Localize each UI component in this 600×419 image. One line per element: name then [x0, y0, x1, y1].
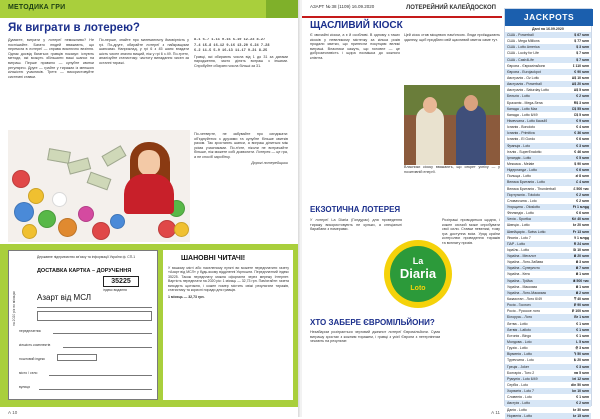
section-label: МЕТОДИКА ГРИ: [8, 4, 66, 11]
jackpot-amount: ₴ 3 млн: [575, 260, 589, 265]
logo-word: La: [412, 256, 424, 266]
jackpot-amount: kr 20 млн: [572, 223, 589, 228]
jackpot-amount: ₺ 20 млн: [574, 358, 589, 363]
jackpot-lottery: Італія - SuperEnalotto: [507, 149, 542, 154]
jackpot-amount: € 5 млн: [576, 155, 589, 160]
article-column-2: По-перше, знайте про математичну ймовірність у грі. По-друге, обирайте лотереї з найкращими шансами. Наприклад, у грі 6 з 45 шанс вгадати шість чисел значно вищий, ніж у грі 6 з 49. По-третє, аналізуйте статистику: частоту випадання чисел за останні тиражі.: [99, 38, 189, 65]
notice-text: У вашому місті або населеному пункті ви можете передплатити газету «Азарт від МСЛ» у будь-якому відділенні Укрпошти. Передплатний індекс 35225. Також передплату можна оформити через мережу Інтернет. Вартість передплати на 2020 рік: 1 місяць — 32,73 грн. Пам'ятайте: газета виходить щотижня, і кожен номер містить свіжі результати тиражів, статистику та корисні поради для гравців. 1 місяць — 32,73 грн.: [168, 266, 289, 300]
jackpot-lottery: Росія - Русское лото: [507, 309, 541, 314]
form-field-label: кількість комплектів: [19, 343, 51, 347]
left-page: [0, 0, 300, 417]
form-title: ДОСТАВКА КАРТКА – ДОРУЧЕННЯ: [37, 268, 132, 274]
jackpot-amount: € 2 млн: [576, 198, 589, 203]
jackpot-amount: Br 1 млн: [574, 315, 589, 320]
jackpot-amount: € 2 млн: [576, 94, 589, 99]
jackpot-amount: Fr 13 млн: [572, 229, 589, 234]
jackpot-amount: ₪ 10 млн: [573, 247, 589, 252]
jackpot-lottery: Греція - Joker: [507, 364, 529, 369]
jackpot-lottery: Іспанія - Primitiva: [507, 131, 535, 136]
jackpot-lottery: Німеччина - Lotto 6aus49: [507, 118, 548, 123]
jackpot-amount: € 110 млн: [572, 63, 589, 68]
jackpot-amount: € 2 млн: [576, 401, 589, 406]
jackpot-lottery: Росія - Гослото: [507, 303, 532, 308]
jackpot-amount: € 6 млн: [576, 168, 589, 173]
logo-word: Diaria: [399, 266, 437, 281]
jackpot-amount: € 46 млн: [574, 149, 589, 154]
article-column-3: 8-1 6-7 1-11 0-15 5-19 12-23 8-27 7-4 15-8 16-12 9-16 13-20 6-24 7-28 6-2 11-5 5-9 16-13 11-17 9-21 8-25 Гравці, які обирають числа від 1 до 31 за датами народження, часто ділять виграш з іншими. Спробуйте обирати числа більші за 31.: [194, 38, 288, 68]
subscription-form: [8, 250, 158, 400]
jackpot-lottery: Європа - Eurojackpot: [507, 69, 541, 74]
jackpot-amount: $ 90 млн: [574, 161, 589, 166]
jackpot-lottery: Туреччина - Loto: [507, 358, 534, 363]
jackpot-amount: € 9 млн: [576, 118, 589, 123]
jackpot-amount: лв 5 млн: [573, 370, 589, 375]
jackpot-amount: $ 3 млн: [576, 45, 589, 50]
jackpot-lottery: США - Mega Millions: [507, 39, 540, 44]
jackpot-amount: € 6 млн: [576, 211, 589, 216]
jackpot-amount: ¥ 1 млрд: [574, 235, 589, 240]
jackpot-amount: L 5 млн: [576, 340, 589, 345]
jackpot-amount: £ 500 тис: [573, 186, 589, 191]
jackpot-amount: € 1 млн: [576, 327, 589, 332]
jackpot-lottery: Латвія - Latloto: [507, 327, 531, 332]
jackpot-lottery: Білорусь - Лото: [507, 315, 533, 320]
jackpot-lottery: Словаччина - Loto: [507, 198, 537, 203]
jackpot-lottery: Болгарія - Тото 2: [507, 370, 535, 375]
form-field-label: вулиця: [19, 385, 30, 389]
jackpot-lottery: США - Lotto America: [507, 45, 540, 50]
jackpots-date: Дані на 16.09.2020: [532, 27, 564, 31]
jackpot-lottery: Україна - Кено: [507, 272, 531, 277]
jackpot-lottery: Фінляндія - Lotto: [507, 211, 534, 216]
jackpot-lottery: Хорватія - Loto 7: [507, 389, 534, 394]
article-column-1: Думаєте, виграти у лотереї неможливо? Не поспішайте. Багато людей вважають, що перемога в лотереї — справа виключно везіння. Однак досвід багатьох гравців показує: існують методи, які можуть збільшити ваші шанси на виграш. Перше правило — купуйте квитки регулярно. Друге — грайте у тиражах із меншою кількістю учасників. Третє — використовуйте системні ставки.: [8, 38, 94, 79]
jackpots-title: JACKPOTS: [505, 9, 593, 26]
number-stats-line: 6-2 11-5 5-9 16-13 11-17 9-21 8-25: [194, 49, 268, 54]
jackpot-lottery: Сербія - Loto: [507, 383, 529, 388]
jackpot-amount: $ 7 млн: [576, 51, 589, 56]
article-author: Дорогі лотерейщики: [251, 160, 288, 165]
jackpot-lottery: Україна - Трійка: [507, 278, 533, 283]
jackpot-amount: ₽ 100 млн: [572, 309, 589, 314]
jackpot-lottery: Іспанія - El Gordo: [507, 137, 536, 142]
number-stats-line: 7-4 15-8 16-12 9-16 13-20 6-24 7-28: [194, 43, 270, 48]
jackpot-lottery: Україна - Лото-Максима: [507, 290, 546, 295]
page-number: А 11: [491, 410, 500, 415]
jackpot-lottery: Литва - Lotto: [507, 321, 528, 326]
jackpot-lottery: Японія - Loto 7: [507, 235, 531, 240]
logo-word: Loto: [410, 285, 426, 292]
jackpots-table: [504, 8, 592, 418]
jackpot-lottery: Грузія - Lotto: [507, 346, 528, 351]
jackpot-amount: Kč 40 млн: [571, 217, 589, 222]
jackpot-lottery: Швейцарія - Swiss Lotto: [507, 229, 546, 234]
jackpot-amount: € 1 млн: [576, 333, 589, 338]
jackpot-lottery: Велика Британія - Thunderball: [507, 186, 556, 191]
jackpot-lottery: Словенія - Loto: [507, 395, 532, 400]
jackpot-amount: A$ 5 млн: [573, 88, 589, 93]
jackpot-lottery: Австралія - Saturday Lotto: [507, 88, 549, 93]
form-header: Державне підприємство зв'язку та інформації України ф. СП-1: [37, 255, 136, 259]
jackpot-amount: kn 10 млн: [572, 389, 589, 394]
jackpot-lottery: Канада - Lotto 6/49: [507, 112, 538, 117]
jackpot-amount: £ 4 млн: [576, 180, 589, 185]
jackpot-amount: € 90 млн: [574, 69, 589, 74]
jackpot-lottery: Португалія - Totoloto: [507, 192, 540, 197]
months-grid[interactable]: [37, 311, 152, 321]
issue-info: АЗАРТ № 38 (1109) 16.09.2020: [310, 4, 375, 9]
jackpot-amount: R 24 млн: [573, 241, 589, 246]
jackpot-lottery: Молдова - Loto: [507, 340, 532, 345]
jackpot-lottery: Ірландія - Lotto: [507, 155, 532, 160]
jackpot-lottery: Румунія - Loto 6/49: [507, 376, 538, 381]
jackpot-lottery: Казахстан - Лото 6/49: [507, 297, 542, 302]
left-page-header: [0, 0, 300, 18]
form-side-text: на 2020 рік по місяцях: [12, 291, 16, 327]
jackpot-amount: din 50 млн: [570, 383, 589, 388]
form-field-label: передплатник: [19, 329, 41, 333]
jackpot-amount: $ 77 млн: [574, 39, 589, 44]
jackpot-lottery: Україна - Мегалот: [507, 254, 537, 259]
jackpot-lottery: Мексика - Melate: [507, 161, 535, 166]
article-column-4: По-четверте, не забувайте про синдикати: об'єднуйтеся з друзями та купуйте більше квитків разом. Так зростають шанси, а виграш ділиться між усіма учасниками. По-п'яте, ніколи не витрачайте більше, ніж можете собі дозволити. Лотерея — це гра, а не спосіб заробітку. Дорогі лотерейщики: [194, 132, 288, 165]
jackpot-amount: A$ 20 млн: [571, 82, 589, 87]
jackpot-amount: ₽ 90 млн: [574, 303, 589, 308]
kiosk-owners-photo: [404, 85, 500, 165]
publication-code: 35225: [103, 276, 139, 287]
notice-title: ШАНОВНІ ЧИТАЧІ!: [181, 255, 246, 262]
jackpot-lottery: США - Powerball: [507, 33, 534, 37]
jackpot-amount: ₴ 500 тис: [573, 278, 589, 283]
jackpot-amount: ₴ 1 млн: [575, 284, 589, 289]
la-diaria-logo: [382, 238, 454, 310]
article-title: ХТО ЗАБЕРЕ ЄВРОМІЛЬЙОНИ?: [310, 318, 435, 327]
jackpot-amount: ₴ 2 млн: [575, 290, 589, 295]
jackpot-lottery: Норвегія - Lotto: [507, 413, 533, 418]
jackpot-lottery: Бельгія - Lotto: [507, 94, 530, 99]
jackpot-amount: ₴ 1 млн: [575, 272, 589, 277]
form-field-label: місто / село: [19, 371, 38, 375]
jackpot-amount: zł 8 млн: [575, 174, 589, 179]
jackpot-amount: R$ 3 млн: [573, 100, 589, 105]
jackpot-amount: ₴ 20 млн: [573, 254, 589, 259]
jackpot-lottery: Австралія - Powerball: [507, 82, 542, 87]
jackpot-lottery: Європа - Євромільйони: [507, 63, 546, 68]
jackpot-amount: € 4 млн: [576, 125, 589, 130]
jackpot-amount: Ft 1 млрд: [572, 204, 589, 209]
jackpot-amount: € 1 млн: [576, 395, 589, 400]
subscription-price: 1 місяць — 32,73 грн.: [168, 295, 205, 300]
jackpot-lottery: Україна - Суперлото: [507, 266, 540, 271]
section-label: ЛОТЕРЕЙНИЙ КАЛЕЙДОСКОП: [406, 5, 496, 11]
jackpot-amount: ₸ 40 млн: [574, 297, 589, 302]
form-field-label: поштовий індекс: [19, 357, 46, 361]
jackpot-amount: kr 30 млн: [572, 407, 589, 412]
jackpots-rows: [505, 32, 591, 419]
jackpot-lottery: США - Cash4Life: [507, 57, 534, 62]
page-number: А 10: [8, 410, 18, 415]
jackpot-lottery: Франція - Loto: [507, 143, 531, 148]
jackpot-lottery: Україна - Максима: [507, 284, 537, 289]
lottery-photo: [8, 130, 190, 242]
jackpot-lottery: Ізраїль - Lotto: [507, 247, 530, 252]
jackpot-lottery: Чехія - Sportka: [507, 217, 531, 222]
article-title: ЩАСЛИВИЙ КІОСК: [310, 20, 403, 31]
jackpot-lottery: Велика Британія - Lotto: [507, 180, 545, 185]
article-column: У лотереї La Diaria (Гондурас) для проведення тиражу використовують не кульки, а спеціальні барабани з номерами.: [310, 218, 402, 232]
jackpot-lottery: Бразилія - Mega-Sena: [507, 100, 543, 105]
jackpot-lottery: Естонія - Bingo: [507, 333, 532, 338]
article-column: Цей кіоск став місцевою пам'яткою. Люди приїжджають здалеку, щоб придбати свій щасливий квиток саме тут.: [404, 33, 500, 42]
jackpot-row: [505, 413, 591, 419]
jackpot-lottery: Швеція - Lotto: [507, 223, 530, 228]
jackpot-lottery: Австрія - Lotto: [507, 401, 531, 406]
header-accent: [266, 0, 300, 18]
article-column: Розіграші проводяться щодня, і кожен охочий може спробувати свої сили. Ставки невеликі, тому гра доступна всім. Уряд країни контролює проведення тиражів та виплату призів.: [442, 218, 500, 245]
jackpot-lottery: Австралія - Oz Lotto: [507, 75, 540, 80]
jackpot-amount: € 3 млн: [576, 143, 589, 148]
jackpot-amount: lei 12 млн: [572, 376, 589, 381]
code-label: індекс видання: [103, 288, 127, 292]
jackpot-amount: C$ 5 млн: [573, 112, 589, 117]
article-title: Як виграти в лотерею?: [8, 22, 140, 34]
jackpot-lottery: Україна - Лото-Забава: [507, 260, 543, 265]
jackpot-amount: € 2 млн: [576, 192, 589, 197]
jackpot-amount: ₴ 7 млн: [575, 266, 589, 271]
jackpot-lottery: Данія - Lotto: [507, 407, 527, 412]
jackpot-lottery: США - Lucky for Life: [507, 51, 539, 56]
jackpot-amount: € 6 млн: [576, 137, 589, 142]
jackpot-amount: ₾ 3 млн: [575, 346, 589, 351]
jackpot-amount: kr 15 млн: [572, 413, 589, 418]
jackpot-amount: $ 7 млн: [576, 57, 589, 62]
jackpot-amount: € 3 млн: [576, 364, 589, 369]
jackpot-lottery: ПАР - Lotto: [507, 241, 526, 246]
article-column: Є звичайні кіоски, а є й особливі. В одному з таких кіосків у невеликому містечку за кілька років продали квитки, що принесли покупцям великі виграші. Власники кажуть, що головне — це доброзичливість і щира посмішка до кожного клієнта.: [310, 33, 400, 60]
jackpot-lottery: Польща - Lotto: [507, 174, 531, 179]
jackpot-amount: € 1 млн: [576, 321, 589, 326]
jackpot-lottery: Вірменія - Lotto: [507, 352, 532, 357]
jackpot-lottery: Нідерланди - Lotto: [507, 168, 537, 173]
number-stats-line: 8-1 6-7 1-11 0-15 5-19 12-23 8-27: [194, 38, 266, 42]
jackpot-amount: € 36 млн: [574, 131, 589, 136]
readers-notice: [163, 250, 293, 400]
jackpot-amount: $ 67 млн: [574, 33, 589, 37]
jackpot-amount: C$ 55 млн: [571, 106, 589, 111]
jackpot-lottery: Угорщина - Otoslotto: [507, 204, 540, 209]
jackpot-amount: ֏ 50 млн: [573, 352, 589, 357]
article-column: Незабаром розіграється черговий джекпот лотереї Євромільйони. Сума виграшу зростає з кожним тиражем, і гравці з усієї Європи з нетерпінням чекають на результат.: [310, 330, 440, 344]
article-column: Власники кіоску вважають, що секрет успіху — у позитивній енергії.: [404, 165, 500, 174]
jackpot-lottery: Іспанія - Bonoloto: [507, 125, 536, 130]
publication-name: Азарт від МСЛ: [37, 293, 91, 302]
jackpot-lottery: Канада - Lotto Max: [507, 106, 538, 111]
jackpot-amount: A$ 10 млн: [571, 75, 589, 80]
article-title: ЕКЗОТИЧНА ЛОТЕРЕЯ: [310, 205, 401, 214]
